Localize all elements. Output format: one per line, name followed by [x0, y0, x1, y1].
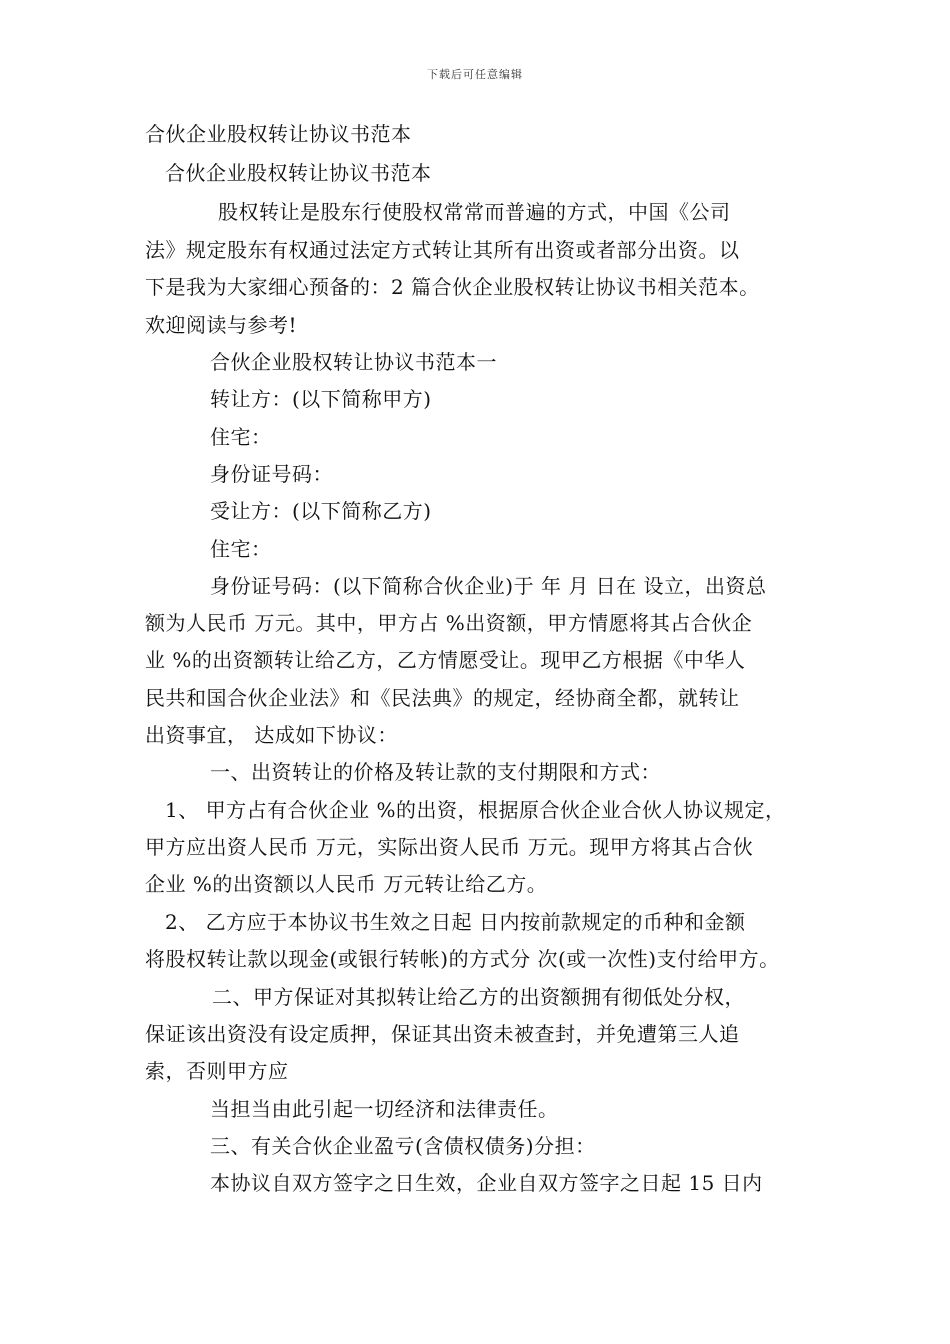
paragraph-line: 额为人民币 万元。其中，甲方占 %出资额，甲方情愿将其占合伙企 — [145, 611, 753, 635]
paragraph-line: 欢迎阅读与参考! — [145, 313, 298, 337]
paragraph-line: 法》规定股东有权通过法定方式转让其所有出资或者部分出资。以 — [145, 238, 740, 262]
field-label: 受让方：(以下简称乙方) — [210, 499, 432, 523]
paragraph-line: 2、 乙方应于本协议书生效之日起 日内按前款规定的币种和金额 — [165, 910, 746, 934]
paragraph-line: 身份证号码：(以下简称合伙企业)于 年 月 日在 设立，出资总 — [210, 574, 767, 598]
paragraph-line: 民共和国合伙企业法》和《民法典》的规定，经协商全都，就转让 — [145, 686, 740, 710]
paragraph-line: 业 %的出资额转让给乙方，乙方情愿受让。现甲乙方根据《中华人 — [145, 648, 746, 672]
field-label: 转让方：(以下简称甲方) — [210, 387, 432, 411]
doc-title: 合伙企业股权转让协议书范本 — [145, 122, 412, 146]
paragraph-line: 1、 甲方占有合伙企业 %的出资，根据原合伙企业合伙人协议规定， — [165, 798, 786, 822]
paragraph-line: 甲方应出资人民币 万元，实际出资人民币 万元。现甲方将其占合伙 — [145, 835, 754, 859]
doc-subtitle: 合伙企业股权转让协议书范本 — [165, 161, 432, 185]
paragraph-line: 下是我为大家细心预备的：2 篇合伙企业股权转让协议书相关范本。 — [145, 275, 760, 299]
field-label: 住宅： — [210, 425, 272, 449]
paragraph-line: 保证该出资没有设定质押，保证其出资未被查封，并免遭第三人追 — [145, 1022, 740, 1046]
clause-heading: 一、出资转让的价格及转让款的支付期限和方式： — [210, 760, 661, 784]
field-label: 身份证号码： — [210, 462, 333, 486]
section-heading: 合伙企业股权转让协议书范本一 — [210, 350, 497, 374]
paragraph-line: 将股权转让款以现金(或银行转帐)的方式分 次(或一次性)支付给甲方。 — [145, 947, 780, 971]
paragraph-line: 当担当由此引起一切经济和法律责任。 — [210, 1097, 559, 1121]
clause-heading: 三、有关合伙企业盈亏(含债权债务)分担： — [210, 1134, 596, 1158]
field-label: 住宅： — [210, 537, 272, 561]
page-header: 下载后可任意编辑 — [427, 68, 523, 81]
paragraph-line: 本协议自双方签字之日生效，企业自双方签字之日起 15 日内 — [210, 1171, 763, 1195]
paragraph-line: 索，否则甲方应 — [145, 1059, 289, 1083]
paragraph-line: 出资事宜， 达成如下协议： — [145, 723, 398, 747]
clause-heading: 二、甲方保证对其拟转让给乙方的出资额拥有彻低处分权， — [212, 985, 745, 1009]
paragraph-line: 企业 %的出资额以人民币 万元转让给乙方。 — [145, 872, 548, 896]
paragraph-line: 股权转让是股东行使股权常常而普遍的方式，中国《公司 — [218, 200, 731, 224]
